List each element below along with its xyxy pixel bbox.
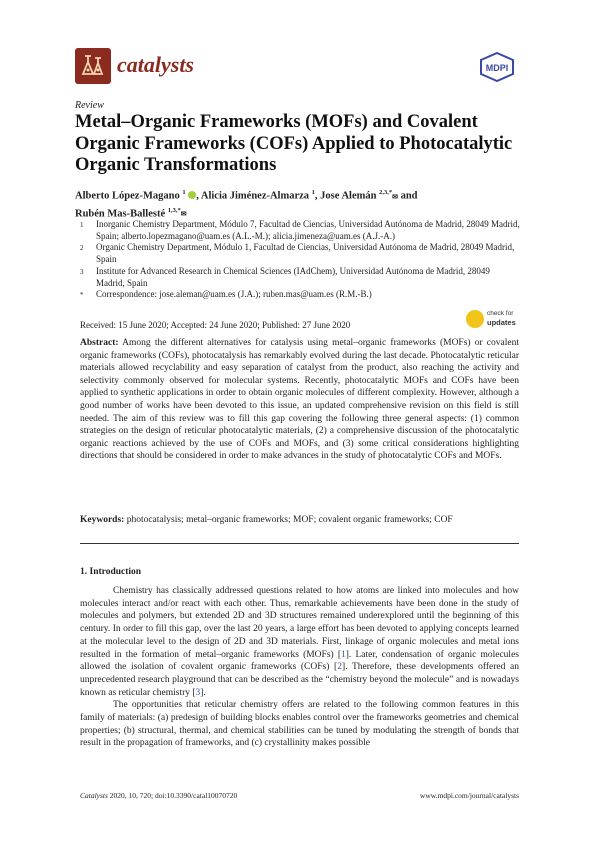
introduction-body [80,585,519,750]
abstract-label: Abstract: [80,338,119,348]
affiliations [80,219,520,302]
author-name[interactable]: Jose Alemán [320,190,377,202]
affiliation-mark: 3 [80,267,84,276]
citation-footer [80,791,237,800]
keywords [80,515,519,525]
affiliation-item [80,219,520,242]
author-list: Alberto López-Magano $^1$ , Alicia Jiménez-Almarza $^1$, Jose Alemán $^{2,3,*}$✉ and Rubén Mas-Ballesté $^{1,3,*}$✉ [75,189,418,219]
envelope-icon[interactable]: ✉ [392,192,398,201]
affiliation-text: Inorganic Chemistry Department, Módulo 7, Facultad de Ciencias, Universidad Autónoma de Madrid, 28049 Madrid, Spain; alberto.lopezmagano@uam.es (A.L.-M.); alicia.jimeneza@uam.es (A.J.-A.) [96,219,520,241]
citation-journal: Catalysts [80,791,108,800]
journal-logo [75,48,111,84]
check-for-updates-badge[interactable] [466,308,516,330]
keywords-label: Keywords: [80,515,125,525]
mdpi-logo [478,52,516,82]
affiliation-mark: * [80,291,84,300]
author-affil-mark: 2,3,* [379,189,393,196]
abstract-text: Among the different alternatives for catalysis using metal–organic frameworks (MOFs) or covalent organic frameworks (COFs), photocatalysis has remarkably evolved during the last decade. Photocatalytic reticular materials allowed recyclability and easy separation of catalyst from the product, also reaching the activity and selectivity commonly observed for molecular systems. Recently, photocatalytic MOFs and COFs have been applied to synthetic applications in order to obtain organic molecules of different complexity. However, although a good number of works have been devoted to this issue, an updated comprehensive revision on this field is still needed. The aim of this review was to fill this gap covering the following three general aspects: (1) common strategies on the design of reticular photocatalytic materials, (2) a comprehensive discussion of the photocatalytic organic reactions achieved by the use of COFs and MOFs, and (3) some critical considerations highlighting directions that should be considered in order to make advances in the study of photocatalytic COFs and MOFs. [80,338,519,462]
envelope-icon[interactable]: ✉ [180,210,187,218]
affiliation-mark: 2 [80,244,84,253]
author-name[interactable]: Alberto López-Magano [75,190,180,202]
intro-text-segment: ]. Therefore, these developments offered an unprecedented research playground that can be described as the “chemistry beyond the molecule” and is nowadays known as reticular chemistry [ [80,662,519,698]
intro-text-segment: ]. Later, condensation of organic molecules allowed the isolation of covalent organic frameworks (COFs) [ [80,649,519,673]
affiliation-item [80,266,520,289]
journal-url[interactable]: www.mdpi.com/journal/catalysts [419,791,519,800]
author-affil-mark: 1 [311,189,315,196]
correspondence-item [80,289,520,302]
article-title: Metal–Organic Frameworks (MOFs) and Covalent Organic Frameworks (COFs) Applied to Photocatalytic Organic Transformations [75,112,513,175]
orcid-icon[interactable] [188,191,196,199]
affiliation-item [80,242,520,265]
keywords-text: photocatalysis; metal–organic frameworks; MOF; covalent organic frameworks; COF [126,515,453,525]
author-affil-mark: 1,3,* [167,206,181,214]
article-type: Review [75,100,104,111]
author-affil-mark: 1 [182,189,186,196]
mdpi-logo-text: MDPI [485,63,509,73]
author-name[interactable]: Alicia Jiménez-Almarza [200,190,310,202]
citation-ref-link[interactable]: 1 [341,649,346,660]
affiliation-mark: 1 [80,221,84,229]
affiliation-text: Organic Chemistry Department, Módulo 1, Facultad de Ciencias, Universidad Autónoma de Madrid, 28049 Madrid, Spain [96,242,515,265]
author-name[interactable]: Rubén Mas-Ballesté [75,208,166,219]
correspondence-text: Correspondence: jose.aleman@uam.es (J.A.); ruben.mas@uam.es (R.M.-B.) [96,289,372,300]
intro-paragraph-2: The opportunities that reticular chemistry offers are related to the following common features in this family of materials: (a) predesign of building blocks enables control over the frameworks geometries and chemical properties; (b) structural, thermal, and chemical stabilities can be tuned by modulating the strength of bonds that result in the propagation of frameworks, and (c) crystallinity makes possible [80,700,519,749]
section-heading: 1. Introduction [80,567,142,577]
intro-text-segment: Chemistry has classically addressed questions related to how atoms are linked into molecules and how molecules interact and/or react with each other. Thus, remarkable achievements have been done in the study of molecules and polymers, but extended 2D and 3D structures remained underexplored until the beginning of this century. In order to fill this gap, over the last 20 years, a large effort has been devoted to applying concepts learned at the molecular level to the design of 2D and 3D materials. First, linkage of organic molecules and metal ions resulted in the formation of metal–organic frameworks (MOFs) [ [80,586,519,660]
publication-dates: Received: 15 June 2020; Accepted: 24 June 2020; Published: 27 June 2020 [80,320,351,330]
affiliation-text: Institute for Advanced Research in Chemical Sciences (IAdChem), Universidad Autónoma de Madrid, 28049 Madrid, Spain [96,265,490,288]
check-updates-icon [466,310,484,328]
intro-paragraph-1 [80,585,519,699]
abstract [80,337,519,463]
citation-ref-link[interactable]: 3 [195,687,201,698]
check-updates-line2: updates [487,318,516,327]
flask-icon [79,52,107,80]
citation-ref-link[interactable]: 2 [337,662,342,673]
section-divider [80,543,519,544]
citation-details: 2020, 10, 720; doi:10.3390/catal10070720 [107,791,238,800]
check-updates-line1: check for [487,310,514,317]
journal-name: catalysts [117,52,194,77]
intro-text-segment: ]. [200,687,206,698]
